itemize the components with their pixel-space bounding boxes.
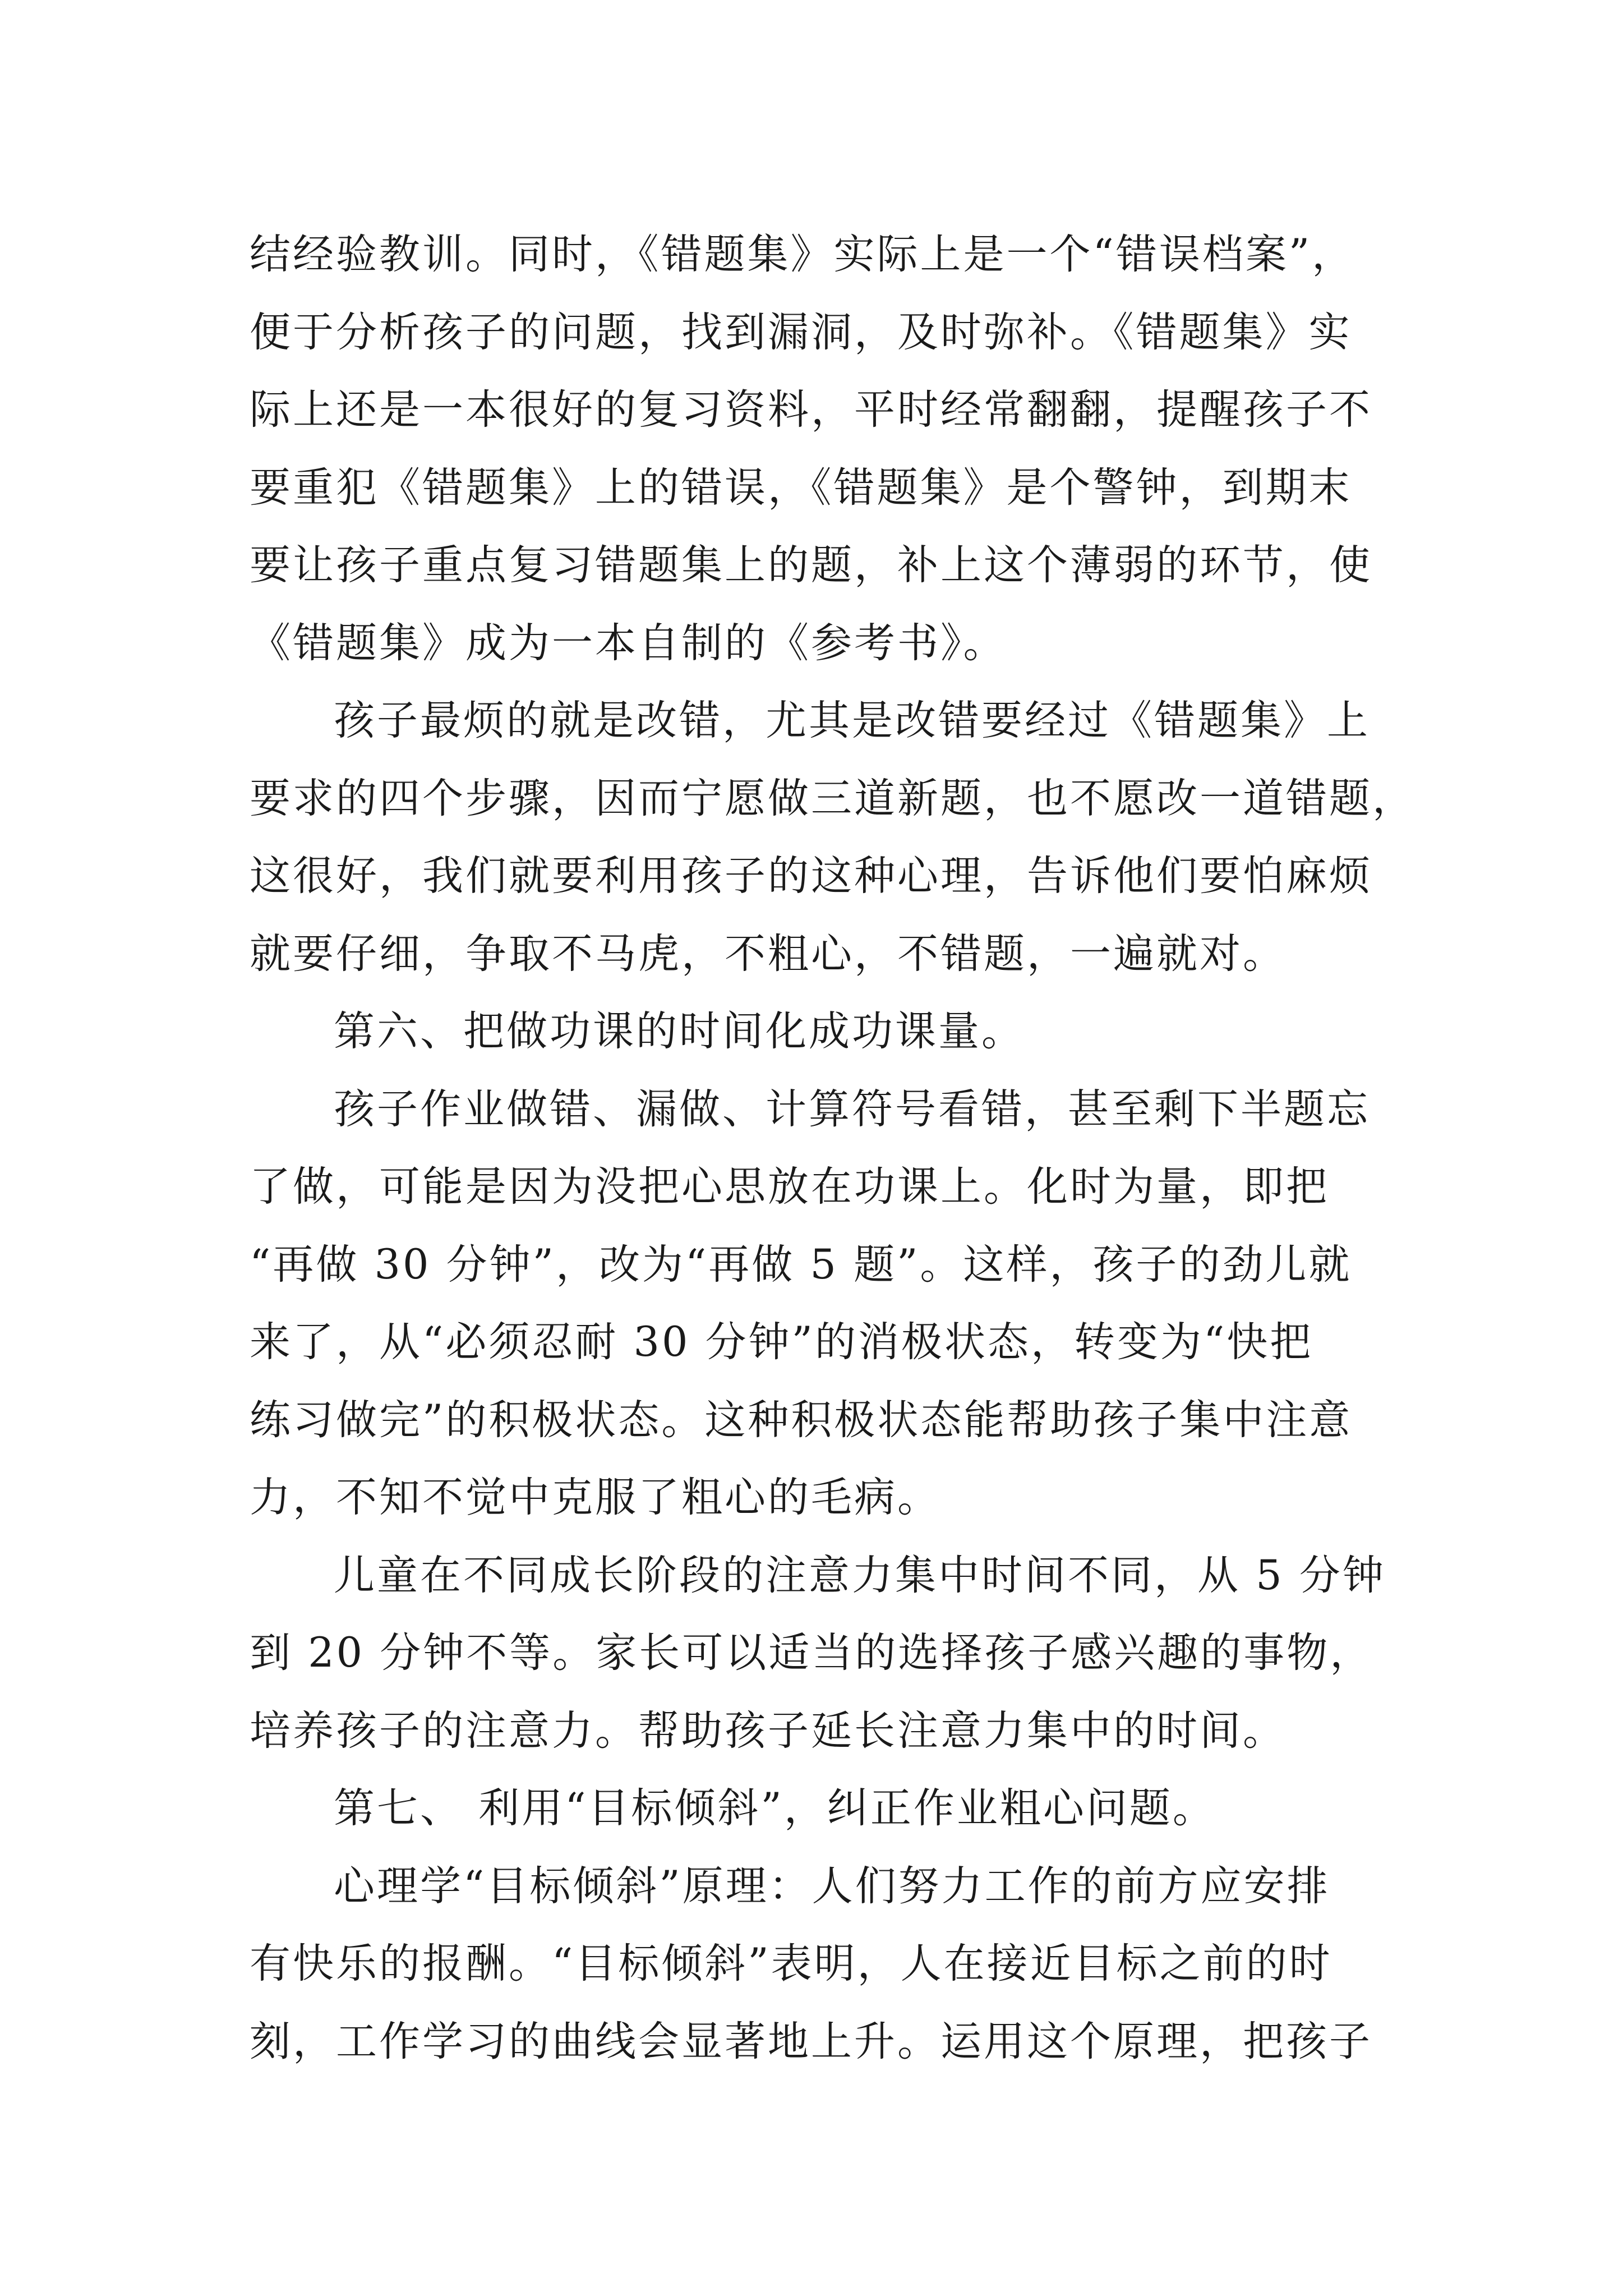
text-line: 了做，可能是因为没把心思放在功课上。化时为量，即把 <box>250 1163 1329 1211</box>
text-line: 练习做完”的积极状态。这种积极状态能帮助孩子集中注意 <box>250 1396 1353 1444</box>
text-line: 际上还是一本很好的复习资料，平时经常翻翻，提醒孩子不 <box>250 386 1372 434</box>
paragraph-1 <box>250 216 1394 682</box>
text-line: 有快乐的报酬。“目标倾斜”表明，人在接近目标之前的时 <box>250 1940 1332 1987</box>
text-line: “再做 30 分钟”，改为“再做 5 题”。这样，孩子的劲儿就 <box>250 1240 1352 1289</box>
text-line: 力，不知不觉中克服了粗心的毛病。 <box>250 1474 940 1521</box>
text-line: 刻，工作学习的曲线会显著地上升。运用这个原理，把孩子 <box>250 2017 1372 2065</box>
heading-line: 第七、 利用“目标倾斜”，纠正作业粗心问题。 <box>334 1784 1216 1832</box>
text-line: 要重犯《错题集》上的错误，《错题集》是个警钟，到期末 <box>250 463 1352 512</box>
text-line: 孩子作业做错、漏做、计算符号看错，甚至剩下半题忘 <box>334 1085 1370 1133</box>
text-line: 这很好，我们就要利用孩子的这种心理，告诉他们要怕麻烦 <box>250 852 1372 900</box>
heading-line: 第六、把做功课的时间化成功课量。 <box>334 1007 1025 1055</box>
text-line: 孩子最烦的就是改错，尤其是改错要经过《错题集》上 <box>334 697 1370 744</box>
text-line: 《错题集》成为一本自制的《参考书》。 <box>250 619 1007 667</box>
document-body <box>250 216 1415 2081</box>
text-line: 便于分析孩子的问题，找到漏洞，及时弥补。《错题集》实 <box>250 308 1352 356</box>
paragraph-2 <box>250 682 1415 993</box>
paragraph-5 <box>250 1848 1394 2081</box>
section-heading-7 <box>250 1770 1394 1848</box>
text-line: 来了，从“必须忍耐 30 分钟”的消极状态，转变为“快把 <box>250 1318 1313 1366</box>
text-line: 培养孩子的注意力。帮助孩子延长注意力集中的时间。 <box>250 1706 1286 1755</box>
text-line: 就要仔细，争取不马虎，不粗心，不错题，一遍就对。 <box>250 930 1286 978</box>
text-line: 结经验教训。同时，《错题集》实际上是一个“错误档案”， <box>250 231 1355 278</box>
text-line: 要求的四个步骤，因而宁愿做三道新题，也不愿改一道错题， <box>250 774 1415 822</box>
text-line: 心理学“目标倾斜”原理：人们努力工作的前方应安排 <box>334 1862 1330 1910</box>
paragraph-3 <box>250 1071 1394 1537</box>
section-heading-6 <box>250 993 1394 1071</box>
paragraph-4 <box>250 1537 1394 1770</box>
text-line: 到 20 分钟不等。家长可以适当的选择孩子感兴趣的事物， <box>250 1629 1373 1677</box>
text-line: 儿童在不同成长阶段的注意力集中时间不同，从 5 分钟 <box>334 1551 1386 1599</box>
text-line: 要让孩子重点复习错题集上的题，补上这个薄弱的环节，使 <box>250 541 1372 589</box>
